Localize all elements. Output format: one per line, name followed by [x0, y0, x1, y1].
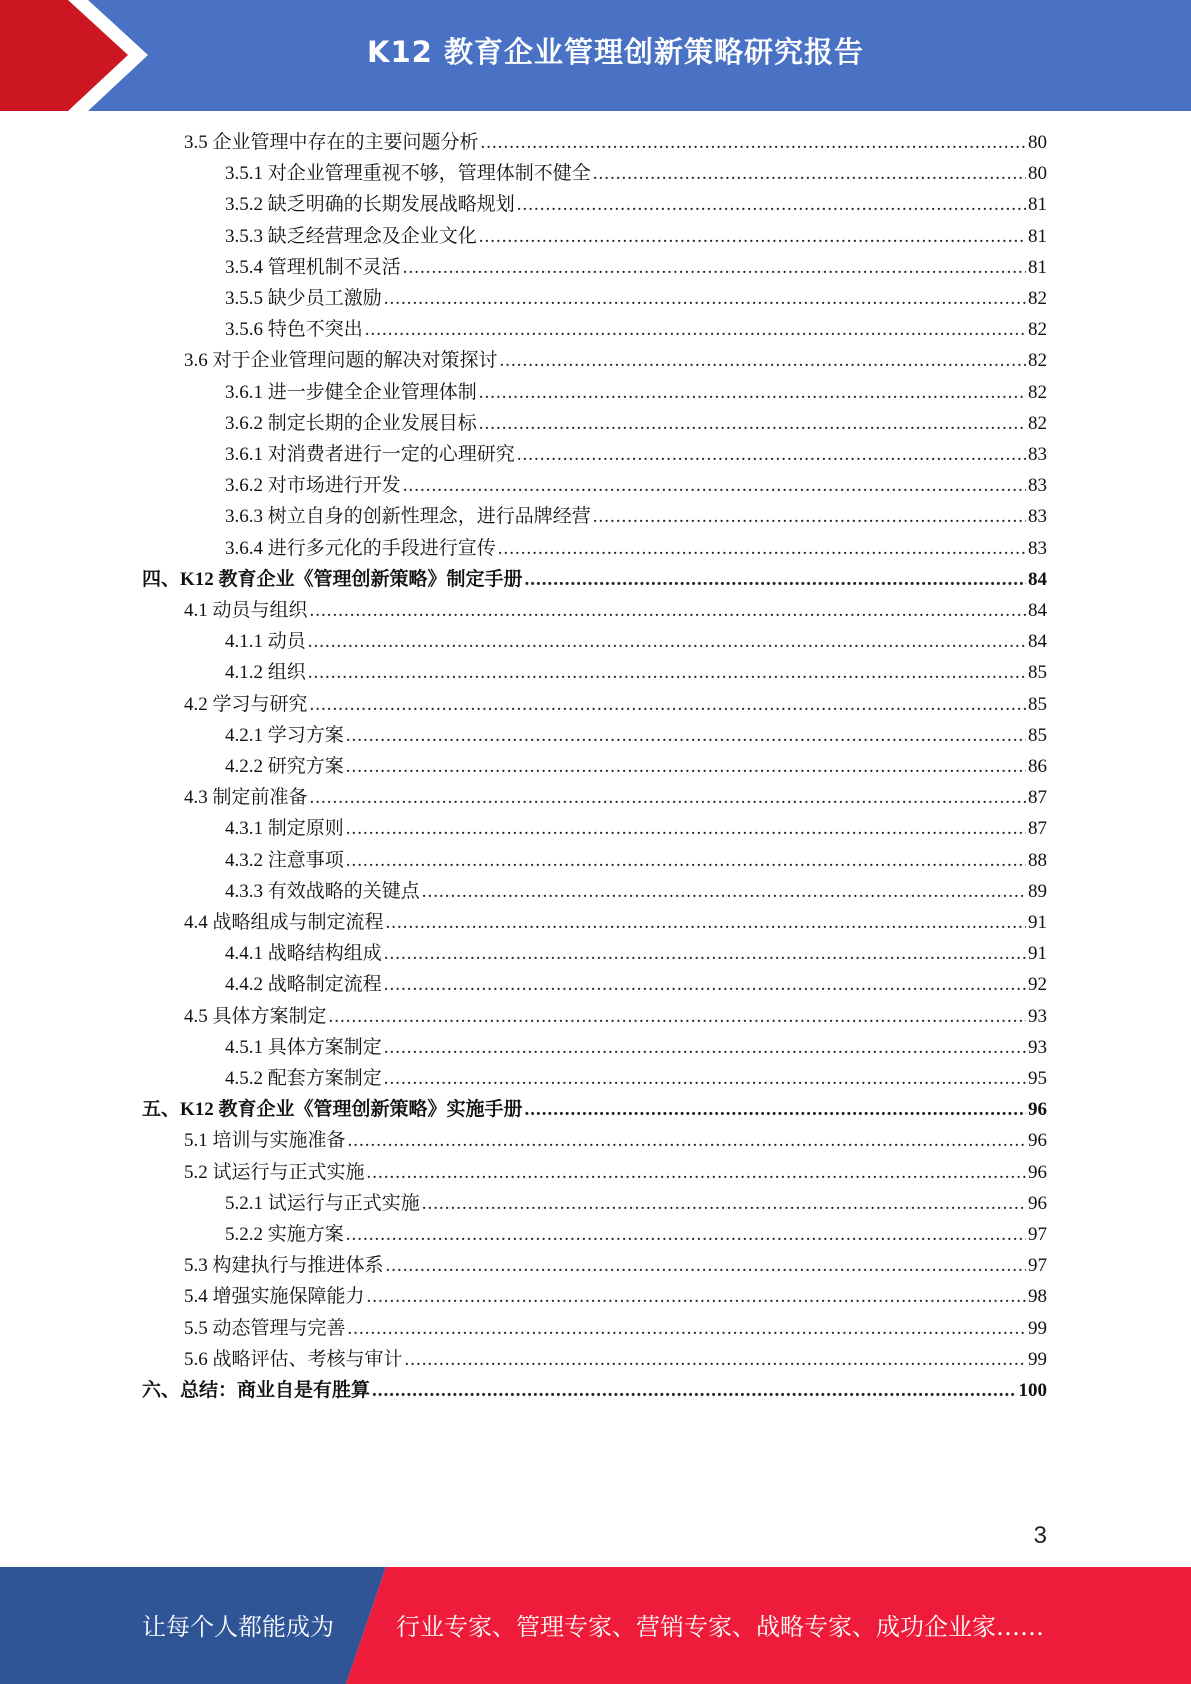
toc-entry-label: 4.5 具体方案制定 — [184, 1005, 327, 1027]
toc-entry-label: 3.5.5 缺少员工激励 — [225, 288, 382, 309]
toc-entry-label: 5.2 试运行与正式实施 — [184, 1161, 365, 1183]
toc-entry-page: 93 — [1028, 1036, 1047, 1058]
toc-leader-dots — [517, 439, 1026, 470]
toc-entry-label: 五、K12 教育企业《管理创新策略》实施手册 — [142, 1099, 523, 1121]
toc-entry[interactable] — [225, 626, 1047, 657]
toc-entry-page: 97 — [1028, 1255, 1047, 1277]
toc-entry[interactable] — [225, 470, 1047, 501]
toc-entry-page: 83 — [1028, 444, 1047, 465]
toc-leader-dots — [422, 876, 1026, 907]
toc-entry-label: 4.1.2 组织 — [225, 662, 306, 684]
toc-entry[interactable] — [225, 1219, 1047, 1250]
toc-entry-label: 4.2.2 研究方案 — [225, 756, 344, 777]
toc-entry-page: 81 — [1028, 194, 1047, 216]
toc-entry[interactable] — [225, 938, 1047, 969]
toc-entry-label: 3.6.2 对市场进行开发 — [225, 475, 401, 497]
toc-entry-page: 87 — [1028, 818, 1047, 840]
toc-entry[interactable] — [225, 252, 1047, 283]
toc-leader-dots — [310, 782, 1026, 813]
toc-entry-page: 89 — [1028, 880, 1047, 902]
toc-entry-page: 80 — [1028, 132, 1047, 153]
toc-entry-label: 5.3 构建执行与推进体系 — [184, 1255, 384, 1277]
toc-leader-dots — [405, 1344, 1026, 1375]
page-number: 3 — [1033, 1522, 1047, 1549]
toc-leader-dots — [593, 501, 1026, 532]
toc-entry-page: 99 — [1028, 1348, 1047, 1370]
toc-entry-label: 5.2.2 实施方案 — [225, 1224, 344, 1245]
toc-entry[interactable] — [184, 1125, 1047, 1156]
toc-entry-label: 4.3.3 有效战略的关键点 — [225, 880, 420, 902]
toc-entry-page: 87 — [1028, 787, 1047, 809]
toc-leader-dots — [403, 470, 1026, 501]
toc-entry-page: 81 — [1028, 256, 1047, 278]
toc-entry-label: 3.5.2 缺乏明确的长期发展战略规划 — [225, 194, 515, 216]
toc-entry-label: 5.6 战略评估、考核与审计 — [184, 1348, 403, 1370]
toc-entry-page: 85 — [1028, 662, 1047, 684]
toc-leader-dots — [500, 345, 1026, 376]
toc-entry-page: 84 — [1028, 631, 1047, 653]
toc-entry-page: 81 — [1028, 225, 1047, 247]
toc-entry-page: 97 — [1028, 1224, 1047, 1245]
toc-entry-page: 82 — [1028, 412, 1047, 434]
toc-entry-label: 4.5.2 配套方案制定 — [225, 1068, 382, 1089]
toc-entry[interactable] — [225, 501, 1047, 532]
toc-leader-dots — [386, 1250, 1026, 1281]
toc-entry[interactable] — [184, 1250, 1047, 1281]
toc-leader-dots — [384, 1032, 1026, 1063]
toc-leader-dots — [346, 720, 1026, 751]
toc-entry-label: 4.2.1 学习方案 — [225, 724, 344, 746]
toc-entry-label: 4.4.2 战略制定流程 — [225, 974, 382, 996]
footer-slogan: 让每个人都能成为 — [142, 1613, 334, 1641]
toc-entry-page: 98 — [1028, 1286, 1047, 1308]
toc-entry-page: 95 — [1028, 1068, 1047, 1089]
toc-entry[interactable] — [142, 1094, 1047, 1125]
toc-entry-label: 4.3 制定前准备 — [184, 787, 308, 809]
toc-entry[interactable] — [225, 533, 1047, 564]
toc-entry-label: 4.5.1 具体方案制定 — [225, 1036, 382, 1058]
toc-entry[interactable] — [225, 876, 1047, 907]
toc-leader-dots — [479, 377, 1026, 408]
page-footer — [0, 1567, 1191, 1684]
toc-leader-dots — [308, 657, 1026, 688]
toc-entry-label: 5.2.1 试运行与正式实施 — [225, 1192, 420, 1214]
toc-entry-page: 92 — [1028, 974, 1047, 996]
toc-entry-label: 3.6.1 进一步健全企业管理体制 — [225, 381, 477, 403]
toc-entry-label: 3.5.3 缺乏经营理念及企业文化 — [225, 225, 477, 247]
toc-entry-label: 3.6.1 对消费者进行一定的心理研究 — [225, 444, 515, 465]
toc-entry-label: 5.5 动态管理与完善 — [184, 1317, 346, 1339]
toc-entry-label: 3.5 企业管理中存在的主要问题分析 — [184, 132, 479, 153]
toc-entry-label: 4.1 动员与组织 — [184, 600, 308, 621]
toc-entry-page: 91 — [1028, 943, 1047, 965]
toc-entry-page: 82 — [1028, 288, 1047, 309]
toc-leader-dots — [384, 1063, 1026, 1094]
toc-leader-dots — [479, 221, 1026, 252]
toc-entry[interactable] — [225, 1063, 1047, 1094]
toc-entry[interactable] — [225, 1032, 1047, 1063]
toc-leader-dots — [525, 564, 1026, 595]
document-title: K12 教育企业管理创新策略研究报告 — [367, 35, 864, 69]
toc-entry[interactable] — [225, 221, 1047, 252]
toc-entry-page: 82 — [1028, 381, 1047, 403]
toc-entry-label: 4.3.2 注意事项 — [225, 849, 344, 871]
toc-entry[interactable] — [184, 127, 1047, 158]
toc-entry[interactable] — [225, 283, 1047, 314]
toc-leader-dots — [346, 751, 1026, 782]
toc-leader-dots — [367, 1281, 1026, 1312]
toc-entry[interactable] — [225, 845, 1047, 876]
toc-leader-dots — [525, 1094, 1026, 1125]
toc-entry[interactable] — [225, 751, 1047, 782]
toc-leader-dots — [329, 1001, 1026, 1032]
toc-entry[interactable] — [142, 1375, 1047, 1406]
toc-entry-page: 82 — [1028, 350, 1047, 372]
toc-leader-dots — [346, 845, 1026, 876]
toc-entry[interactable] — [184, 1281, 1047, 1312]
toc-entry[interactable] — [225, 408, 1047, 439]
footer-roles: 行业专家、管理专家、营销专家、战略专家、成功企业家…… — [396, 1613, 1044, 1641]
toc-entry-page: 96 — [1028, 1099, 1047, 1121]
toc-entry-page: 85 — [1028, 724, 1047, 746]
toc-leader-dots — [384, 938, 1026, 969]
toc-entry[interactable] — [225, 439, 1047, 470]
toc-entry-page: 83 — [1028, 506, 1047, 528]
toc-entry-page: 85 — [1028, 693, 1047, 715]
toc-entry-label: 3.6 对于企业管理问题的解决对策探讨 — [184, 350, 498, 372]
toc-entry-label: 4.4.1 战略结构组成 — [225, 943, 382, 965]
toc-entry-page: 83 — [1028, 475, 1047, 497]
toc-entry[interactable] — [225, 158, 1047, 189]
toc-entry[interactable] — [184, 1313, 1047, 1344]
toc-leader-dots — [479, 408, 1026, 439]
toc-entry[interactable] — [225, 657, 1047, 688]
toc-entry-page: 100 — [1018, 1380, 1047, 1401]
toc-entry[interactable] — [225, 720, 1047, 751]
toc-entry[interactable] — [225, 813, 1047, 844]
toc-entry-page: 86 — [1028, 756, 1047, 777]
toc-entry-page: 83 — [1028, 537, 1047, 559]
toc-entry-page: 80 — [1028, 163, 1047, 185]
toc-leader-dots — [308, 626, 1026, 657]
toc-leader-dots — [386, 907, 1026, 938]
toc-leader-dots — [498, 533, 1026, 564]
toc-leader-dots — [403, 252, 1026, 283]
toc-leader-dots — [346, 813, 1026, 844]
toc-entry[interactable] — [184, 907, 1047, 938]
toc-entry-label: 六、总结：商业自是有胜算 — [142, 1380, 371, 1401]
toc-leader-dots — [593, 158, 1026, 189]
toc-entry[interactable] — [184, 1157, 1047, 1188]
toc-entry-label: 3.6.3 树立自身的创新性理念，进行品牌经营 — [225, 506, 591, 528]
toc-leader-dots — [384, 283, 1026, 314]
toc-entry[interactable] — [184, 595, 1047, 626]
toc-entry-page: 84 — [1028, 568, 1047, 590]
toc-leader-dots — [384, 969, 1026, 1000]
toc-entry-label: 3.5.1 对企业管理重视不够，管理体制不健全 — [225, 163, 591, 185]
toc-leader-dots — [481, 127, 1026, 158]
toc-entry-label: 4.3.1 制定原则 — [225, 818, 344, 840]
toc-entry-page: 82 — [1028, 319, 1047, 341]
toc-leader-dots — [348, 1313, 1026, 1344]
toc-entry-label: 3.6.2 制定长期的企业发展目标 — [225, 412, 477, 434]
toc-entry[interactable] — [225, 314, 1047, 345]
toc-entry-page: 96 — [1028, 1161, 1047, 1183]
toc-leader-dots — [372, 1375, 1016, 1406]
toc-entry[interactable] — [184, 1001, 1047, 1032]
toc-entry[interactable] — [184, 689, 1047, 720]
toc-entry[interactable] — [142, 564, 1047, 595]
toc-entry-label: 5.1 培训与实施准备 — [184, 1130, 346, 1152]
toc-entry-page: 93 — [1028, 1005, 1047, 1027]
toc-leader-dots — [310, 689, 1026, 720]
toc-entry[interactable] — [184, 782, 1047, 813]
toc-entry-label: 5.4 增强实施保障能力 — [184, 1286, 365, 1308]
toc-entry[interactable] — [225, 969, 1047, 1000]
toc-leader-dots — [422, 1188, 1026, 1219]
toc-entry-page: 96 — [1028, 1130, 1047, 1152]
toc-entry[interactable] — [184, 1344, 1047, 1375]
page-header — [0, 0, 1191, 111]
toc-leader-dots — [517, 189, 1026, 220]
toc-entry-label: 四、K12 教育企业《管理创新策略》制定手册 — [142, 568, 523, 590]
toc-leader-dots — [365, 314, 1026, 345]
toc-leader-dots — [310, 595, 1026, 626]
toc-entry-label: 3.5.6 特色不突出 — [225, 319, 363, 341]
toc-entry-label: 4.2 学习与研究 — [184, 693, 308, 715]
toc-entry[interactable] — [184, 345, 1047, 376]
toc-entry[interactable] — [225, 189, 1047, 220]
toc-entry-label: 4.1.1 动员 — [225, 631, 306, 653]
toc-entry[interactable] — [225, 377, 1047, 408]
toc-entry-label: 3.6.4 进行多元化的手段进行宣传 — [225, 537, 496, 559]
toc-entry-page: 96 — [1028, 1192, 1047, 1214]
toc-entry-page: 84 — [1028, 600, 1047, 621]
toc-entry-label: 3.5.4 管理机制不灵活 — [225, 256, 401, 278]
toc-leader-dots — [367, 1157, 1026, 1188]
toc-entry-label: 4.4 战略组成与制定流程 — [184, 912, 384, 933]
toc-entry-page: 91 — [1028, 912, 1047, 933]
toc-entry-page: 99 — [1028, 1317, 1047, 1339]
toc-leader-dots — [348, 1125, 1026, 1156]
toc-entry-page: 88 — [1028, 849, 1047, 871]
toc-leader-dots — [346, 1219, 1026, 1250]
toc-entry[interactable] — [225, 1188, 1047, 1219]
